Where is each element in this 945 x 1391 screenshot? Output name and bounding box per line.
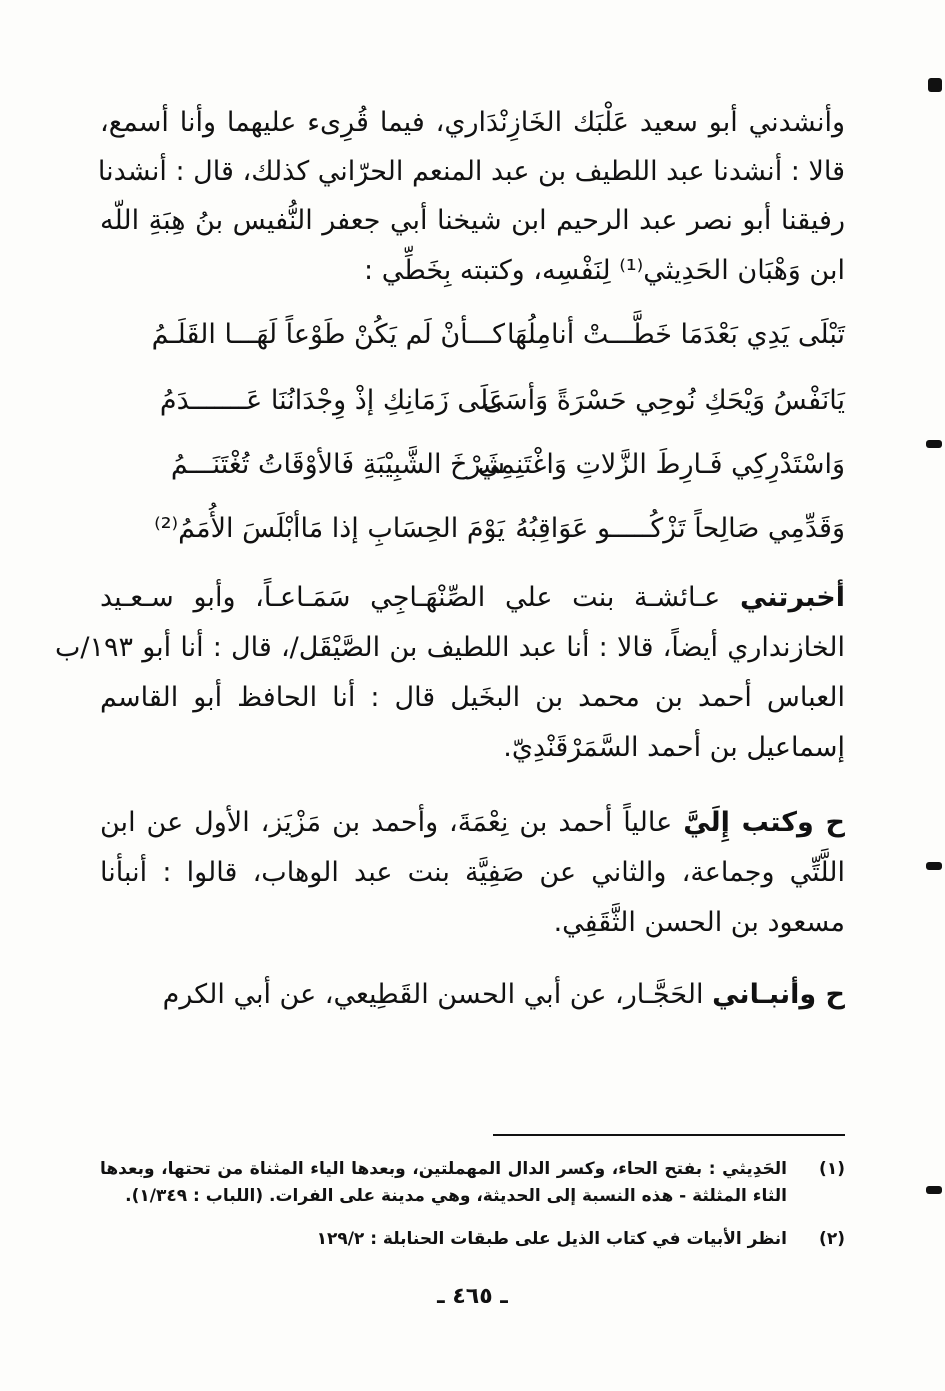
para2-lead: أخبرتني bbox=[739, 582, 845, 613]
para2-line-2: الخازنداري أيضاً، قالا : أنا عبد اللطيف بن الصَّيْقَل/، قال : أنا أبو ١٩٣/ب bbox=[55, 632, 845, 663]
scan-edge-mark bbox=[926, 1186, 942, 1194]
footnote-1-line-1: الحَدِيثي : بفتح الحاء، وكسر الدال المهملتين، وبعدها الياء المثناة من تحتها، وبعدها bbox=[100, 1159, 787, 1179]
footnote-1-number: (١) bbox=[819, 1159, 845, 1179]
scan-edge-mark bbox=[926, 862, 942, 870]
para4-lead: ح وأنبـاني bbox=[712, 979, 845, 1010]
para1-line-1: وأنشدني أبو سعيد عَلْبَك الخَازِنْدَاري، فيما قُرِىء عليهما وأنا أسمع، bbox=[100, 107, 845, 138]
para2-line-1 bbox=[100, 573, 845, 623]
verse-3-second-hemistich: شَرْخَ الشَّبِيْبَةِ فَالأوْقَاتُ تُغْتَنَـــمُ bbox=[170, 449, 505, 480]
verse-2 bbox=[159, 376, 845, 426]
para4-line-1-text: الحَجَّـار، عن أبي الحسن القَطِيعي، عن أبي الكرم bbox=[162, 979, 704, 1010]
para3-line-3: مسعود بن الحسن الثَّقَفِي. bbox=[553, 907, 845, 938]
para2-line-1-text: عـائشـة بنت علي الصِّنْهَـاجِي سَمَـاعـاً، وأبو سـعـيد bbox=[100, 582, 721, 613]
footnote-2-line-1: انظر الأبيات في كتاب الذيل على طبقات الحنابلة : ١٢٩/٢ bbox=[316, 1229, 787, 1249]
para2-line-3: العباس أحمد بن محمد بن البخَيل قال : أنا الحافظ أبو القاسم bbox=[100, 682, 845, 713]
para1-line-4: ابن وَهْبَان الحَدِيثي⁽¹⁾ لِنَفْسِه، وكتبته بِخَطِّي : bbox=[364, 255, 845, 286]
verse-2-first-hemistich: يَانَفْسُ وَيْحَكِ نُوحِي حَسْرَةً وَأسَى bbox=[482, 385, 845, 416]
verse-4 bbox=[154, 504, 845, 554]
verse-4-first-hemistich: وَقَدِّمِي صَالِحاً تَزْكُـــــو عَوَاقِبُهُ bbox=[515, 513, 845, 544]
para3-line-1-text: عالياً أحمد بن نِعْمَةَ، وأحمد بن مَزْيَز، الأول عن ابن bbox=[100, 807, 673, 838]
verse-1-first-hemistich: تَبْلَى يَدِي بَعْدَمَا خَطَّـــتْ أنامِلُهَا bbox=[506, 319, 845, 350]
footnote-separator bbox=[493, 1134, 845, 1136]
scan-edge-mark bbox=[928, 78, 942, 92]
para3-line-2: اللَّتِّي وجماعة، والثاني عن صَفِيَّة بنت عبد الوهاب، قالوا : أنبأنا bbox=[100, 857, 845, 888]
para1-line-2: قالا : أنشدنا عبد اللطيف بن عبد المنعم الحرّاني كذلك، قال : أنشدنا bbox=[97, 156, 845, 187]
footnote-2-number: (٢) bbox=[819, 1229, 845, 1249]
footnote-1-line-2: الثاء المثلثة - هذه النسبة إلى الحديثة، وهي مدينة على الفرات. (اللباب : ١/٣٤٩). bbox=[125, 1186, 787, 1206]
verse-1 bbox=[151, 310, 845, 360]
para1-line-3: رفيقنا أبو نصر عبد الرحيم ابن شيخنا أبي جعفر النُّفيس بنُ هِبَةِ اللّه bbox=[100, 205, 845, 236]
verse-3 bbox=[170, 440, 845, 490]
para3-line-1 bbox=[100, 798, 845, 848]
verse-2-second-hemistich: عَلَى زَمَانِكِ إذْ وِجْدَانُنَا عَـــــــدَمُ bbox=[159, 385, 505, 416]
footnote-1 bbox=[100, 1156, 845, 1210]
verse-1-second-hemistich: كـــأنْ لَم يَكُنْ طَوْعاً لَهَـــا القَلَـمُ bbox=[151, 319, 505, 350]
verse-3-first-hemistich: وَاسْتَدْرِكِي فَـارِطَ الزَّلاتِ وَاغْتَنِمِي bbox=[477, 449, 845, 480]
verse-4-second-hemistich: يَوْمَ الحِسَابِ إذا مَاأبْلَسَ الأُمَمُ⁽²⁾ bbox=[154, 513, 505, 544]
para4-line-1 bbox=[100, 970, 845, 1020]
footnote-2 bbox=[100, 1226, 845, 1253]
para3-lead: ح وكتب إِلَيَّ bbox=[683, 807, 845, 838]
scan-edge-mark bbox=[926, 440, 942, 448]
para2-line-4: إسماعيل بن أحمد السَّمَرْقَنْدِيّ. bbox=[503, 732, 845, 763]
page-number: ـ ٤٦٥ ـ bbox=[437, 1284, 508, 1309]
